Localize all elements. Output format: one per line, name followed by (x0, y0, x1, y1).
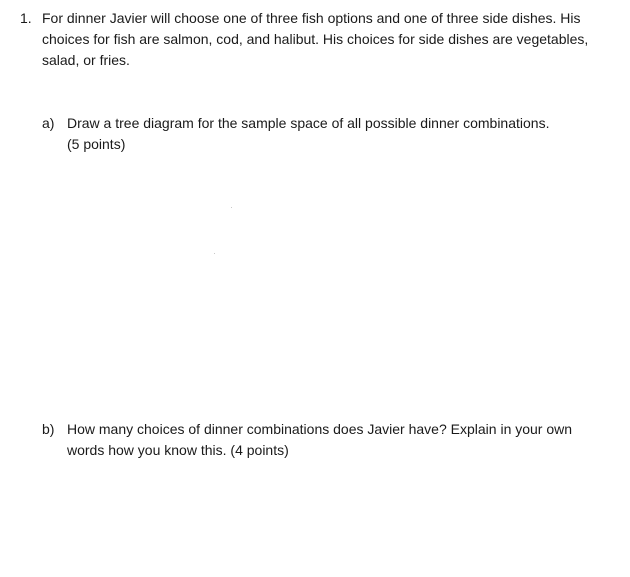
question-prompt-line: For dinner Javier will choose one of three fish options and one of three side dishes. His (42, 10, 581, 26)
scan-speck (214, 253, 215, 254)
part-b-prompt-line: words how you know this. (4 points) (67, 442, 289, 458)
part-a-answer-space (42, 160, 612, 410)
part-a-points: (5 points) (67, 136, 126, 152)
question-1 (20, 8, 620, 71)
part-a-prompt-line: Draw a tree diagram for the sample space of all possible dinner combinations. (67, 115, 550, 131)
part-b-prompt-line: How many choices of dinner combinations does Javier have? Explain in your own (67, 421, 573, 437)
part-a-prompt (67, 113, 612, 155)
question-prompt (42, 8, 612, 71)
scan-speck (231, 207, 232, 208)
part-b-answer-space (42, 466, 612, 566)
part-b-label: b) (42, 421, 55, 437)
question-number: 1. (20, 10, 32, 26)
part-a-label: a) (42, 115, 55, 131)
part-a (42, 113, 612, 155)
question-prompt-line: choices for fish are salmon, cod, and halibut. His choices for side dishes are vegetables, (42, 31, 589, 47)
question-prompt-line: salad, or fries. (42, 52, 130, 68)
part-b-prompt (67, 419, 612, 461)
part-b (42, 419, 612, 461)
